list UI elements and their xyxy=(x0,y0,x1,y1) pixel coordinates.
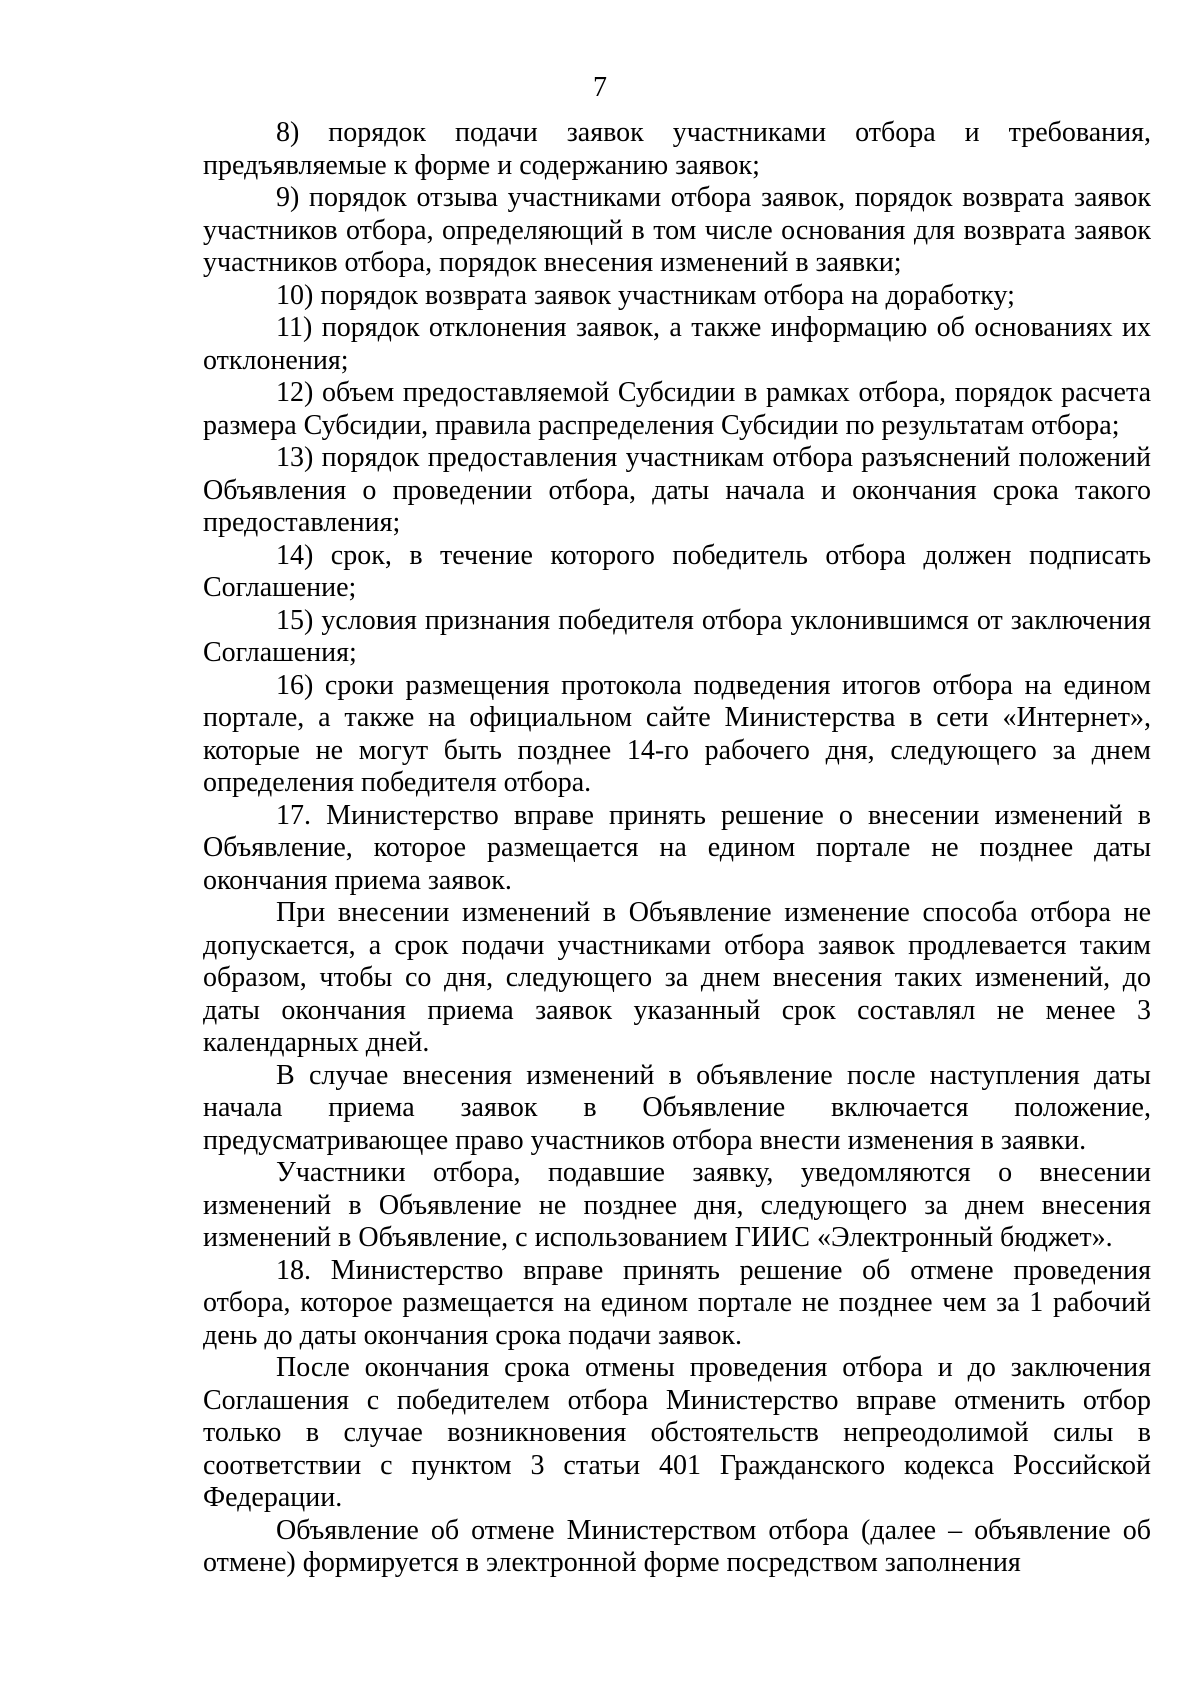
page-number: 7 xyxy=(593,72,607,103)
paragraph-participant-notification: Участники отбора, подавшие заявку, уведомляются о внесении изменений в Объявление не позднее дня, следующего за днем внесения изменений в Объявление, с использованием ГИИС «Электронный бюджет». xyxy=(203,1157,1151,1253)
paragraph-item-14: 14) срок, в течение которого победитель отбора должен подписать Соглашение; xyxy=(203,539,1151,603)
paragraph-item-9: 9) порядок отзыва участниками отбора заявок, порядок возврата заявок участников отбора, определяющий в том числе основания для возврата заявок участников отбора, порядок внесения изменений в заявки; xyxy=(203,182,1151,278)
paragraph-item-8: 8) порядок подачи заявок участниками отбора и требования, предъявляемые к форме и содержанию заявок; xyxy=(203,117,1151,181)
paragraph-item-16: 16) сроки размещения протокола подведения итогов отбора на едином портале, а также на официальном сайте Министерства в сети «Интернет», которые не могут быть позднее 14-го рабочего дня, следующего за днем определения победителя отбора. xyxy=(203,669,1151,798)
paragraph-clause-18: 18. Министерство вправе принять решение об отмене проведения отбора, которое размещается на едином портале не позднее чем за 1 рабочий день до даты окончания срока подачи заявок. xyxy=(203,1254,1151,1351)
paragraph-item-10: 10) порядок возврата заявок участникам отбора на доработку; xyxy=(276,279,1015,311)
paragraph-amendment-rules: При внесении изменений в Объявление изменение способа отбора не допускается, а срок подачи участниками отбора заявок продлевается таким образом, чтобы со дня, следующего за днем внесения таких изменений, до даты окончания приема заявок указанный срок составлял не менее 3 календарных дней. xyxy=(203,897,1151,1058)
paragraph-cancellation-notice: Объявление об отмене Министерством отбора (далее – объявление об отмене) формируется в электронной форме посредством заполнения xyxy=(203,1514,1151,1578)
paragraph-item-13: 13) порядок предоставления участникам отбора разъяснений положений Объявления о проведении отбора, даты начала и окончания срока такого предоставления; xyxy=(203,442,1151,538)
paragraph-clause-17: 17. Министерство вправе принять решение о внесении изменений в Объявление, которое размещается на едином портале не позднее даты окончания приема заявок. xyxy=(203,799,1151,896)
paragraph-force-majeure: После окончания срока отмены проведения отбора и до заключения Соглашения с победителем отбора Министерство вправе отменить отбор только в случае возникновения обстоятельств непреодолимой силы в соответствии с пунктом 3 статьи 401 Гражданского кодекса Российской Федерации. xyxy=(203,1352,1151,1513)
document-body xyxy=(203,117,1151,1580)
paragraph-item-11: 11) порядок отклонения заявок, а также информацию об основаниях их отклонения; xyxy=(203,312,1151,376)
paragraph-amendment-after-start: В случае внесения изменений в объявление после наступления даты начала приема заявок в Объявление включается положение, предусматривающее право участников отбора внести изменения в заявки. xyxy=(203,1059,1151,1156)
paragraph-item-12: 12) объем предоставляемой Субсидии в рамках отбора, порядок расчета размера Субсидии, правила распределения Субсидии по результатам отбора; xyxy=(203,377,1151,441)
paragraph-item-15: 15) условия признания победителя отбора уклонившимся от заключения Соглашения; xyxy=(203,604,1151,668)
